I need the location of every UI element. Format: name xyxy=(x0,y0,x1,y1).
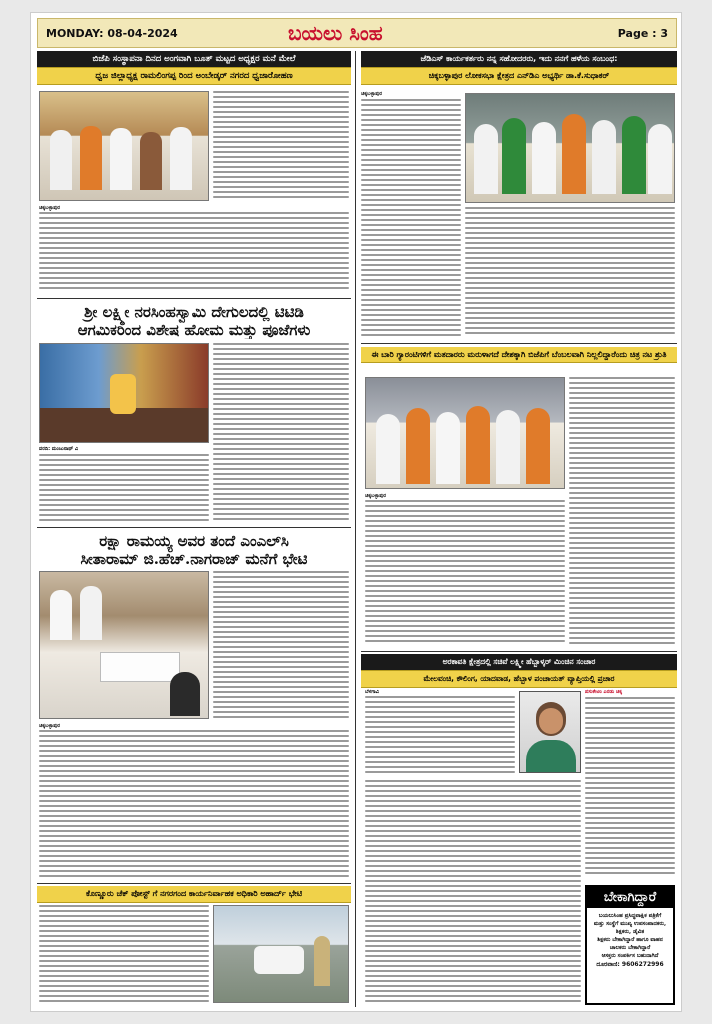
article-body-text xyxy=(39,212,349,294)
ad-line: ಶಿಕ್ಷಕರು ಬೇಕಾಗಿದ್ದಾರೆ ಹಾಗೂ ವಾಹನ xyxy=(597,937,663,943)
headline-line: ಆಗಮಿಕರಿಂದ ವಿಶೇಷ ಹೋಮ ಮತ್ತು ಪೂಜೆಗಳು xyxy=(77,321,311,339)
article-subheadline: ಧ್ವಜ ಜಿಲ್ಲಾಧ್ಯಕ್ಷ ರಾಮಲಿಂಗಪ್ಪ ರಿಂದ ಅಂಬೇಡ್ಕರ್ ನಗರದ ಧ್ವಜಾರೋಹಣ xyxy=(37,68,351,85)
portrait-lakshmi-hebbalkar xyxy=(519,691,581,773)
article-headline: ಅರಕಾವತಿ ಕ್ಷೇತ್ರದಲ್ಲಿ ಸಚಿವೆ ಲಕ್ಷ್ಮೀ ಹೆಬ್ಬಾಳ್ಕರ್ ಮಿಂಚಿನ ಸಂಚಾರ xyxy=(361,654,677,671)
article-body-text xyxy=(39,730,349,880)
article-subheadline: ಚಿಕ್ಕಬಳ್ಳಾಪುರ ಲೋಕಸಭಾ ಕ್ಷೇತ್ರದ ಎನ್‌ಡಿಎ ಅಭ್ಯರ್ಥಿ ಡಾ.ಕೆ.ಸುಧಾಕರ್ xyxy=(361,68,677,85)
photo-caption: ವರದಿ: ಮಂಜುನಾಥ್ ವಿ xyxy=(39,446,79,452)
article-dateline: ಚಿಕ್ಕಬಳ್ಳಾಪುರ xyxy=(39,205,60,211)
article-body-text xyxy=(585,697,675,877)
newspaper-page xyxy=(30,12,682,1012)
article-hebbalkar-campaign xyxy=(361,654,677,688)
classified-ad-wanted xyxy=(585,885,675,1005)
article-body-text xyxy=(39,905,209,1005)
column-divider xyxy=(355,51,356,1007)
headline-line: ಶ್ರೀ ಲಕ್ಷ್ಮೀ ನರಸಿಂಹಸ್ವಾಮಿ ದೇಗುಲದಲ್ಲಿ ಟಿಟಿಡಿ xyxy=(84,303,304,321)
photo-jds-welcome xyxy=(465,93,675,203)
article-headline: ಈ ಬಾರಿ ಗ್ಯಾರಂಟಿಗಳಿಗೆ ಮತದಾರರು ಮರುಳಾಗದೆ ದೇಶಕ್ಕಾಗಿ ಬಿಜೆಪಿಗೆ ಬೆಂಬಲವಾಗಿ ನಿಲ್ಲಲಿದ್ದಾರೆಂದು ಚಿತ್ರ ನಟ ಶ್ರುತಿ xyxy=(361,347,677,363)
article-body-text xyxy=(569,377,675,647)
photo-temple-ritual xyxy=(39,343,209,443)
headline-line: ರಕ್ಷಾ ರಾಮಯ್ಯ ಅವರ ತಂದೆ ಎಂಎಲ್‌ಸಿ xyxy=(99,532,289,550)
divider xyxy=(361,343,677,344)
headline-line: ಸೀತಾರಾಮ್ ಜಿ.ಹೆಚ್.ನಾಗರಾಜ್ ಮನೆಗೆ ಭೇಟಿ xyxy=(80,550,308,568)
divider xyxy=(361,651,677,652)
article-bjp-foundation xyxy=(37,51,351,85)
divider xyxy=(37,527,351,528)
article-body-text xyxy=(213,571,349,721)
article-headline: ಜೆಡಿಎಸ್ ಕಾರ್ಯಕರ್ತರು ನನ್ನ ಸಹೋದರರು, ಇದು ನನಗೆ ಹಳೆಯ ಸಂಬಂಧ: xyxy=(361,51,677,68)
photo-meeting xyxy=(39,571,209,719)
article-body-text xyxy=(365,696,515,776)
issue-date: MONDAY: 08-04-2024 xyxy=(46,27,178,40)
article-dateline: ಬೆಳಗಾವಿ xyxy=(365,689,380,695)
article-headline xyxy=(37,303,351,339)
article-body-text xyxy=(465,207,675,339)
page-number: Page : 3 xyxy=(617,27,668,40)
ad-phone: ದೂರವಾಣಿ: 9606272996 xyxy=(596,961,664,968)
photo-flag-hoisting xyxy=(39,91,209,201)
article-jds-workers xyxy=(361,51,677,85)
article-body-text xyxy=(213,343,349,523)
photo-shruthi-campaign xyxy=(365,377,565,489)
article-body-text xyxy=(365,500,565,648)
ad-title: ಬೇಕಾಗಿದ್ದಾರೆ xyxy=(587,887,673,908)
ad-line: ಮತ್ತು ಸಂಸ್ಥೆಗೆ ಮುಖ್ಯ ಉಪಸಂಪಾದಕರು, ಶಿಕ್ಷಕರು, ಡೈವಿತ xyxy=(593,921,667,935)
article-body-text xyxy=(365,780,581,1006)
ad-line: ಬಯಲುಸಿಂಹ ಪ್ರಸಿದ್ಧಪಾಕ್ಷಿಕ ಪತ್ರಿಕೆಗೆ xyxy=(598,913,662,919)
ad-line: ಚಾಲಕರು ಬೇಕಾಗಿದ್ದಾರೆ xyxy=(609,945,651,951)
article-headline: ಕೊಣ್ಣೂರು ಚೆಕ್ ಪೋಸ್ಟ್ ಗೆ ನಗರಗಂದ ಕಾರ್ಯನಿರ್ವಾಹಕ ಅಧಿಕಾರಿ ಅಹಾರ್ದ್ ಭೇಟಿ xyxy=(37,886,351,903)
masthead xyxy=(37,18,677,48)
article-dateline: ಚಿಕ್ಕಬಳ್ಳಾಪುರ xyxy=(361,91,382,97)
article-body-text xyxy=(361,99,461,339)
article-headline xyxy=(37,532,351,568)
article-subheadline: ಮೇಲವಂಚಿ, ಕೌಲಿಂಗ, ಯಾದವಾಡ, ಹೆಬ್ಬಾಳ ಪಂಚಾಯತ್ ವ್ಯಾಪ್ತಿಯಲ್ಲಿ ಪ್ರಚಾರ xyxy=(361,671,677,688)
article-body-text xyxy=(213,91,349,201)
article-body-text xyxy=(39,454,209,524)
divider xyxy=(37,298,351,299)
sidebar-label: ಪಸುಕೇಟಿಂ ಎರಡು ಚಿಕ್ಕ xyxy=(585,689,623,695)
article-headline: ಬಿಜೆಪಿ ಸಂಸ್ಥಾಪನಾ ದಿನದ ಅಂಗವಾಗಿ ಬೂತ್ ಮಟ್ಟದ ಅಧ್ಯಕ್ಷರ ಮನೆ ಮೇಲೆ xyxy=(37,51,351,68)
newspaper-title: ಬಯಲು ಸಿಂಹ xyxy=(288,21,383,45)
article-dateline: ಚಿಕ್ಕಬಳ್ಳಾಪುರ xyxy=(365,493,386,499)
article-dateline: ಚಿಕ್ಕಬಳ್ಳಾಪುರ xyxy=(39,723,60,729)
divider xyxy=(37,883,351,884)
photo-checkpost-visit xyxy=(213,905,349,1003)
ad-line: ಆಸಕ್ತರು ಸಂಪರ್ಕಿಸ ಬಹುದಾಗಿದೆ xyxy=(601,953,659,959)
